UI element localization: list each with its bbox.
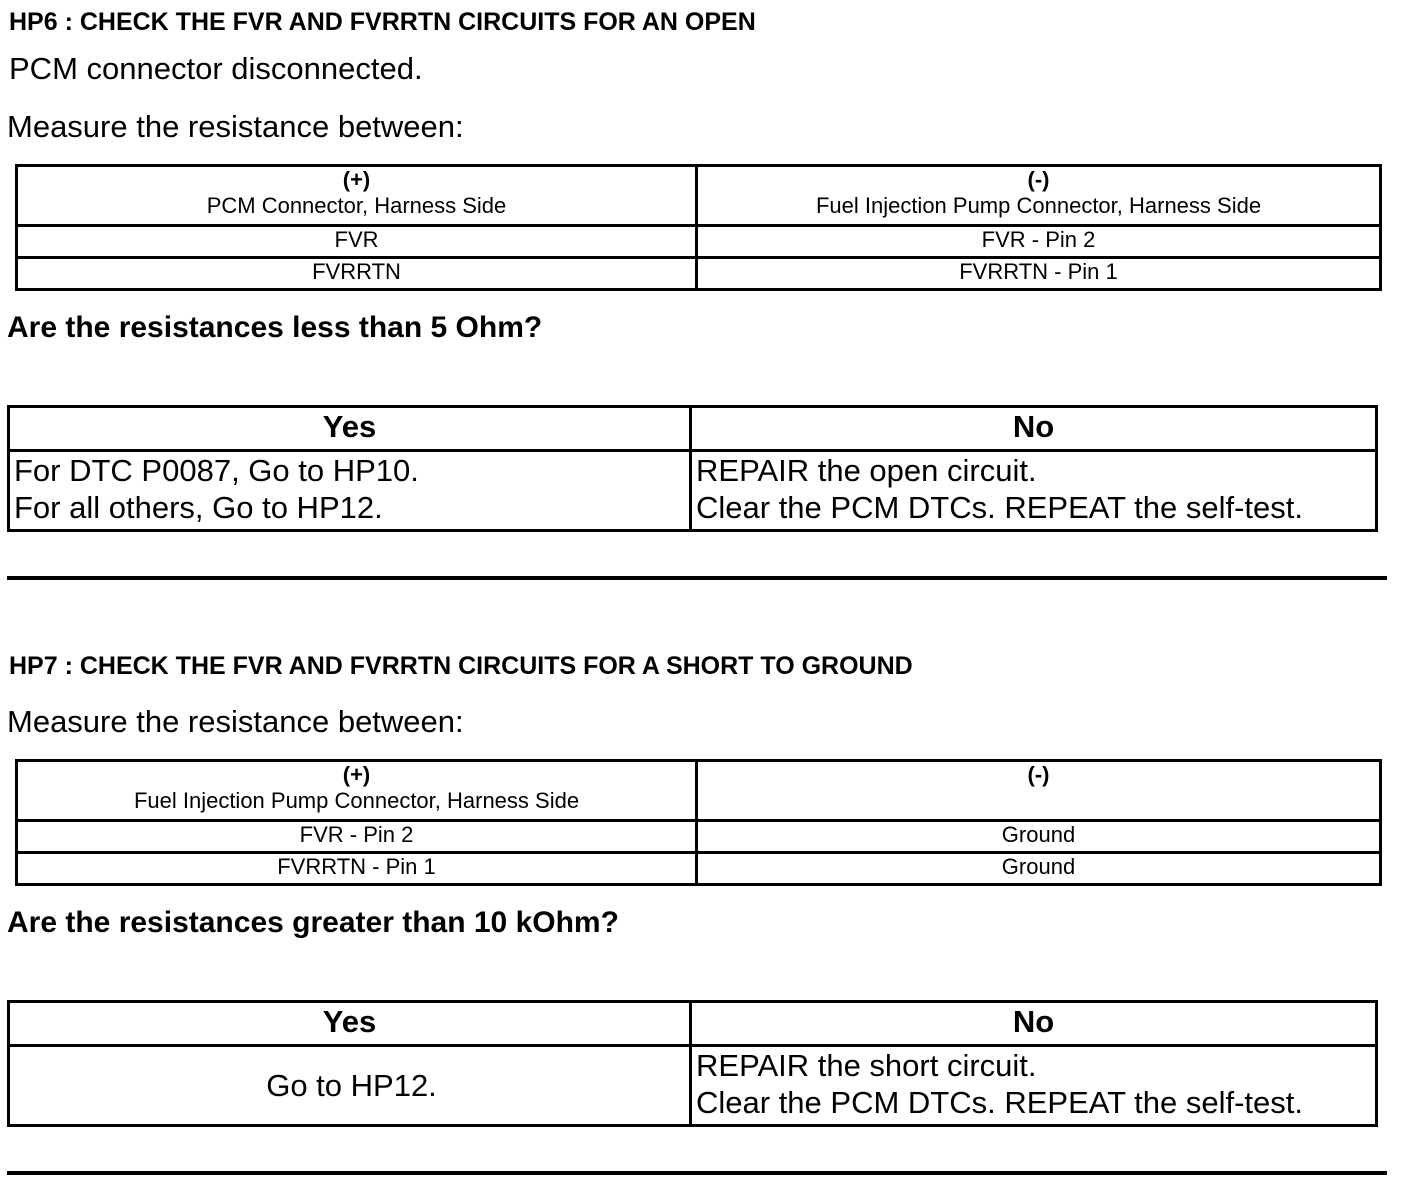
table-header-row <box>17 166 1381 226</box>
hp7-answer-table <box>7 1000 1378 1127</box>
section-divider <box>7 1171 1387 1175</box>
answer-row <box>9 1046 1377 1126</box>
minus-column-header <box>697 166 1381 226</box>
yes-header: Yes <box>9 407 691 451</box>
minus-sign: (-) <box>1027 762 1050 787</box>
hp6-question: Are the resistances less than 5 Ohm? <box>7 311 543 344</box>
no-cell <box>691 1046 1377 1126</box>
plus-column-header <box>17 761 697 821</box>
hp7-title: HP7 : CHECK THE FVR AND FVRRTN CIRCUITS FOR A SHORT TO GROUND <box>9 652 913 680</box>
plus-label: Fuel Injection Pump Connector, Harness Side <box>133 788 580 813</box>
no-cell <box>691 451 1377 531</box>
no-line: Clear the PCM DTCs. REPEAT the self-test. <box>696 490 1303 525</box>
answer-header-row <box>9 1002 1377 1046</box>
minus-column-header <box>697 761 1381 821</box>
minus-label: Fuel Injection Pump Connector, Harness Side <box>815 193 1262 218</box>
section-divider <box>7 576 1387 580</box>
hp6-condition: PCM connector disconnected. <box>9 51 423 86</box>
no-line: Clear the PCM DTCs. REPEAT the self-test. <box>696 1085 1303 1120</box>
table-row <box>17 821 1381 853</box>
hp7-question: Are the resistances greater than 10 kOhm? <box>7 906 619 939</box>
minus-cell: FVRRTN - Pin 1 <box>697 258 1381 290</box>
plus-cell: FVRRTN - Pin 1 <box>17 853 697 885</box>
hp6-answer-table <box>7 405 1378 532</box>
no-line: REPAIR the short circuit. <box>696 1048 1037 1083</box>
no-line: REPAIR the open circuit. <box>696 453 1037 488</box>
hp7-instruction: Measure the resistance between: <box>7 704 464 739</box>
yes-line: For DTC P0087, Go to HP10. <box>14 453 419 488</box>
answer-header-row <box>9 407 1377 451</box>
plus-label: PCM Connector, Harness Side <box>206 193 507 218</box>
no-header: No <box>691 1002 1377 1046</box>
plus-cell: FVRRTN <box>17 258 697 290</box>
answer-row <box>9 451 1377 531</box>
yes-header: Yes <box>9 1002 691 1046</box>
hp7-measure-table <box>15 759 1382 886</box>
plus-sign: (+) <box>342 762 371 787</box>
minus-cell: FVR - Pin 2 <box>697 226 1381 258</box>
table-row <box>17 226 1381 258</box>
plus-sign: (+) <box>342 167 371 192</box>
minus-cell: Ground <box>697 853 1381 885</box>
minus-sign: (-) <box>1027 167 1050 192</box>
yes-cell <box>9 451 691 531</box>
plus-cell: FVR - Pin 2 <box>17 821 697 853</box>
minus-cell: Ground <box>697 821 1381 853</box>
hp6-instruction: Measure the resistance between: <box>7 109 464 144</box>
plus-cell: FVR <box>17 226 697 258</box>
no-header: No <box>691 407 1377 451</box>
yes-line: For all others, Go to HP12. <box>14 490 383 525</box>
hp6-measure-table <box>15 164 1382 291</box>
table-row <box>17 853 1381 885</box>
plus-column-header <box>17 166 697 226</box>
yes-cell: Go to HP12. <box>9 1046 691 1126</box>
hp6-title: HP6 : CHECK THE FVR AND FVRRTN CIRCUITS FOR AN OPEN <box>9 8 756 36</box>
table-row <box>17 258 1381 290</box>
table-header-row <box>17 761 1381 821</box>
